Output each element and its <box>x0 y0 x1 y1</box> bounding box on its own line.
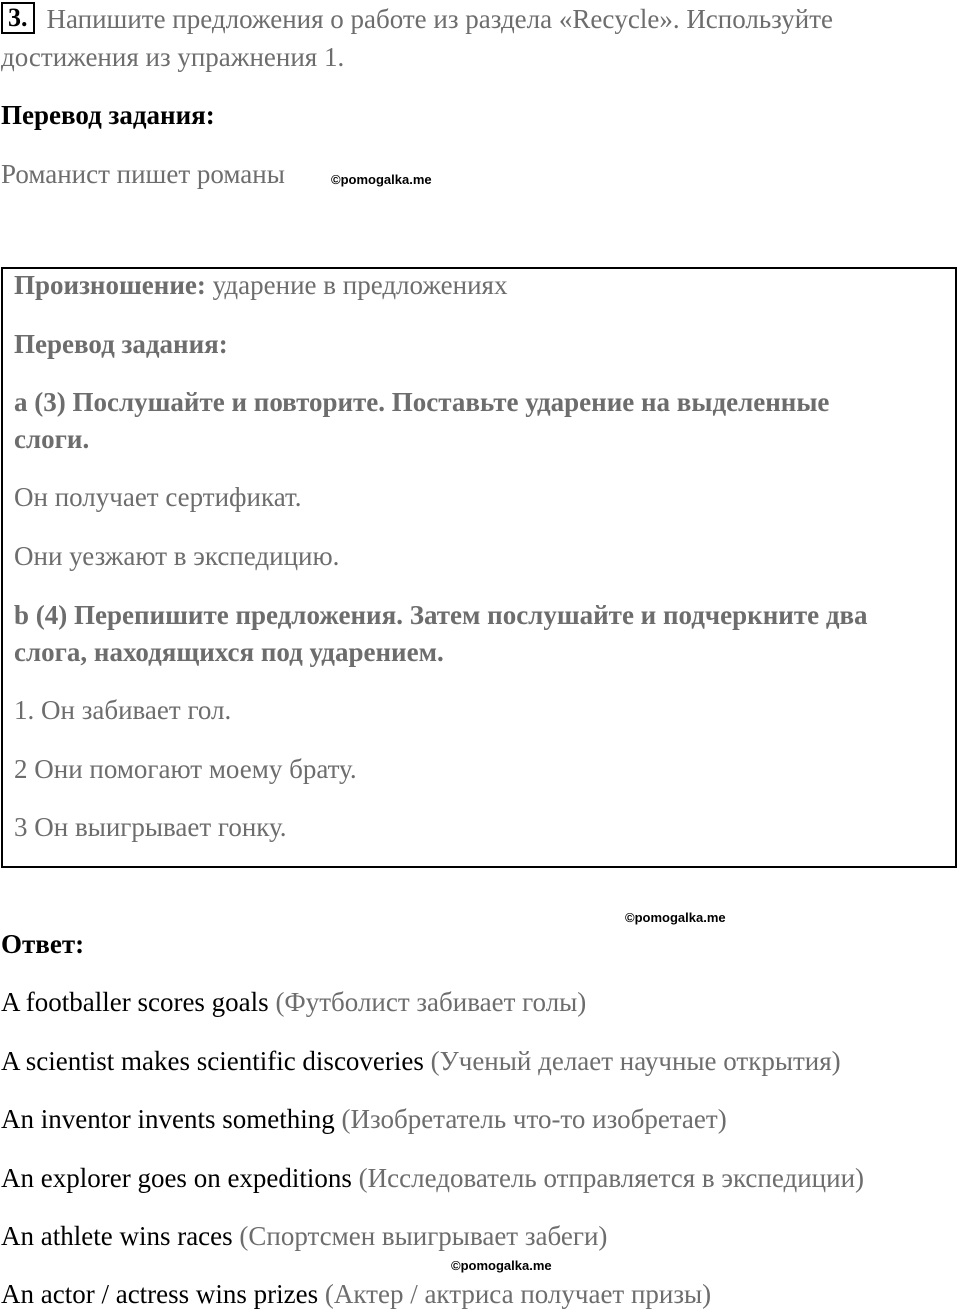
part-a-instruction-2: слоги. <box>14 424 90 454</box>
pronunciation-label: Произношение: <box>14 270 206 300</box>
part-b-sentence-2: 2 Они помогают моему брату. <box>14 754 357 784</box>
translation-heading: Перевод задания: <box>1 100 215 130</box>
task-line-2: достижения из упражнения 1. <box>1 42 345 72</box>
answer-ru: (Изобретатель что-то изобретает) <box>334 1104 727 1134</box>
part-b-sentence-3: 3 Он выигрывает гонку. <box>14 812 287 842</box>
answer-ru: (Ученый делает научные открытия) <box>423 1046 841 1076</box>
answer-line-4 <box>1 1163 864 1194</box>
translation-text: Романист пишет романы <box>1 159 285 189</box>
watermark-2: ©pomogalka.me <box>625 910 726 925</box>
answer-en: An inventor invents something <box>1 1104 335 1134</box>
answer-line-6 <box>1 1279 711 1310</box>
answer-ru: (Футболист забивает голы) <box>268 987 587 1017</box>
watermark-1: ©pomogalka.me <box>331 172 432 187</box>
answer-line-2 <box>1 1046 841 1077</box>
box-translation-heading: Перевод задания: <box>14 329 228 359</box>
part-b-instruction-2: слога, находящихся под ударением. <box>14 637 444 667</box>
part-b-instruction-1: b (4) Перепишите предложения. Затем послушайте и подчеркните два <box>14 600 868 630</box>
answer-line-5 <box>1 1221 607 1252</box>
answer-heading: Ответ: <box>1 929 85 959</box>
answer-line-3 <box>1 1104 727 1135</box>
pronunciation-line <box>14 270 507 301</box>
answer-ru: (Актер / актриса получает призы) <box>318 1279 712 1309</box>
part-a-sentence-2: Они уезжают в экспедицию. <box>14 541 340 571</box>
answer-ru: (Исследователь отправляется в экспедиции) <box>351 1163 865 1193</box>
part-a-sentence-1: Он получает сертификат. <box>14 482 302 512</box>
pronunciation-text: ударение в предложениях <box>205 270 508 300</box>
task-number: 3. <box>1 2 35 34</box>
answer-line-1 <box>1 987 586 1018</box>
answer-en: An explorer goes on expeditions <box>1 1163 352 1193</box>
part-a-instruction-1: a (3) Послушайте и повторите. Поставьте ударение на выделенные <box>14 387 830 417</box>
watermark-3: ©pomogalka.me <box>451 1258 552 1273</box>
answer-en: An actor / actress wins prizes <box>1 1279 319 1309</box>
answer-en: An athlete wins races <box>1 1221 233 1251</box>
answer-en: A scientist makes scientific discoveries <box>1 1046 424 1076</box>
part-b-sentence-1: 1. Он забивает гол. <box>14 695 232 725</box>
answer-en: A footballer scores goals <box>1 987 269 1017</box>
task-text-1: Напишите предложения о работе из раздела «Recycle». Используйте <box>46 4 834 34</box>
answer-ru: (Спортсмен выигрывает забеги) <box>232 1221 608 1251</box>
task-line-1 <box>1 0 833 38</box>
